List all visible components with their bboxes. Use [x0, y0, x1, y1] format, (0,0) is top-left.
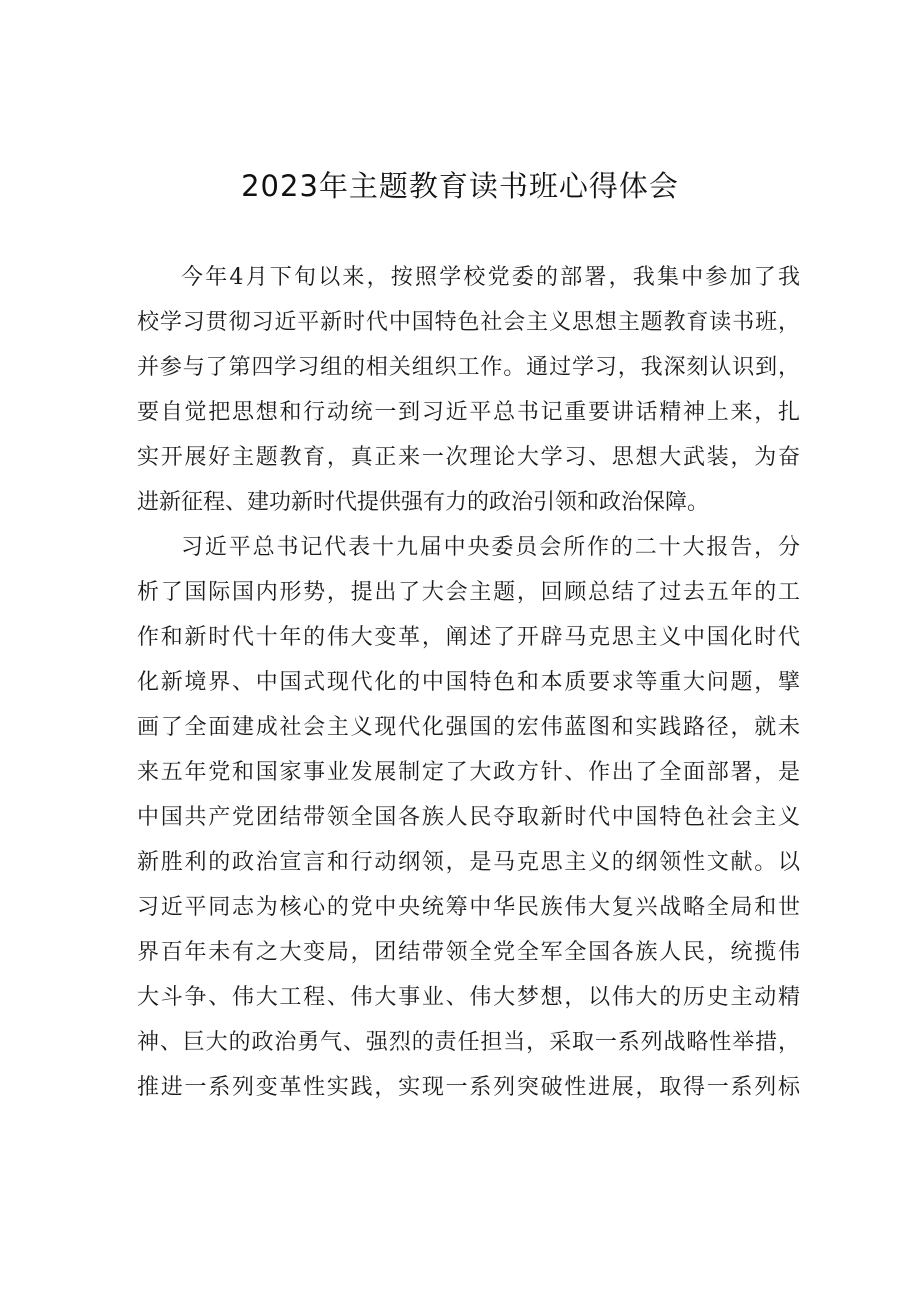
paragraph-line: 校学习贯彻习近平新时代中国特色社会主义思想主题教育读书班，: [137, 310, 800, 335]
paragraph-1: [137, 255, 800, 525]
paragraph-line: 作和新时代十年的伟大变革，阐述了开辟马克思主义中国化时代: [137, 625, 800, 650]
paragraph-line: 大斗争、伟大工程、伟大事业、伟大梦想，以伟大的历史主动精: [137, 985, 800, 1010]
paragraph-line: 习近平总书记代表十九届中央委员会所作的二十大报告，分: [181, 535, 800, 560]
paragraph-line: 中国共产党团结带领全国各族人民夺取新时代中国特色社会主义: [137, 805, 800, 830]
paragraph-line: 今年4月下旬以来，按照学校党委的部署，我集中参加了我: [181, 265, 800, 290]
paragraph-line: 进新征程、建功新时代提供强有力的政治引领和政治保障。: [137, 490, 710, 515]
paragraph-line: 推进一系列变革性实践，实现一系列突破性进展，取得一系列标: [137, 1075, 800, 1100]
paragraph-line: 要自觉把思想和行动统一到习近平总书记重要讲话精神上来，扎: [137, 400, 800, 425]
paragraph-line: 习近平同志为核心的党中央统筹中华民族伟大复兴战略全局和世: [137, 895, 800, 920]
paragraph-line: 来五年党和国家事业发展制定了大政方针、作出了全面部署，是: [137, 760, 800, 785]
document-title: 2023年主题教育读书班心得体会: [241, 169, 679, 203]
paragraph-line: 析了国际国内形势，提出了大会主题，回顾总结了过去五年的工: [137, 580, 800, 605]
paragraph-2: [137, 525, 800, 1110]
paragraph-line: 化新境界、中国式现代化的中国特色和本质要求等重大问题，擘: [137, 670, 800, 695]
paragraph-line: 新胜利的政治宣言和行动纲领，是马克思主义的纲领性文献。以: [137, 850, 800, 875]
paragraph-line: 界百年未有之大变局，团结带领全党全军全国各族人民，统揽伟: [137, 940, 800, 965]
paragraph-line: 实开展好主题教育，真正来一次理论大学习、思想大武装，为奋: [137, 445, 800, 470]
paragraph-line: 并参与了第四学习组的相关组织工作。通过学习，我深刻认识到，: [137, 355, 800, 380]
paragraph-line: 画了全面建成社会主义现代化强国的宏伟蓝图和实践路径，就未: [137, 715, 800, 740]
paragraph-line: 神、巨大的政治勇气、强烈的责任担当，采取一系列战略性举措，: [137, 1030, 800, 1055]
document-body: [137, 255, 800, 1110]
